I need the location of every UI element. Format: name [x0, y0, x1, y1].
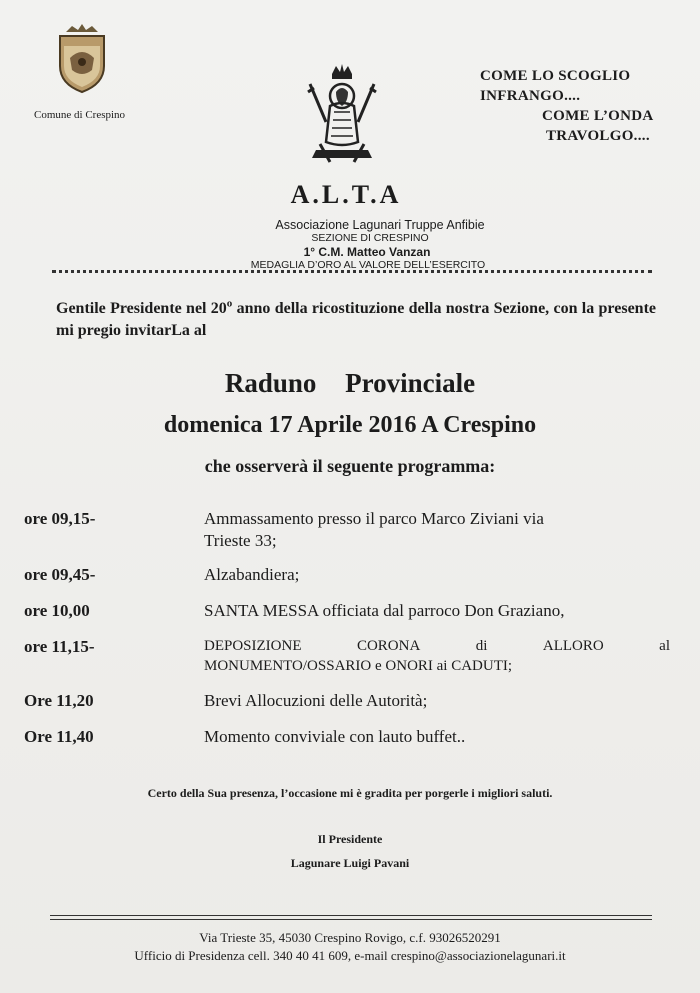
program-desc — [204, 508, 670, 552]
intro-text: anno della ricostituzione della nostra Sezione, con la presente mi pregio invitarLa al — [56, 300, 656, 339]
event-title: Raduno Provinciale — [224, 368, 476, 398]
program-desc-word: al — [659, 638, 670, 654]
program-item — [24, 636, 670, 676]
footer-rule — [50, 919, 652, 920]
program-time: ore 11,15- — [24, 637, 95, 656]
intro-superscript: o — [226, 297, 233, 310]
program-item — [24, 690, 670, 712]
program-intro: che osserverà il seguente programma: — [204, 456, 496, 476]
org-name: Associazione Lagunari Truppe Anfibie — [275, 218, 485, 232]
program-desc: Momento conviviale con lauto buffet.. — [204, 727, 466, 746]
program-item — [24, 600, 670, 622]
program-desc-line: MONUMENTO/OSSARIO e ONORI ai CADUTI; — [204, 658, 513, 674]
org-cm: 1° C.M. Matteo Vanzan — [303, 245, 431, 259]
program-desc-line: Ammassamento presso il parco Marco Ziviani via — [204, 509, 544, 528]
motto-line: TRAVOLGO.... — [546, 128, 650, 144]
program-item — [24, 508, 670, 552]
intro-paragraph — [56, 298, 656, 342]
program-desc-line — [204, 636, 670, 656]
program-item — [24, 726, 670, 748]
association-header — [200, 180, 530, 271]
closing-sentence: Certo della Sua presenza, l’occasione mi è gradita per porgerle i migliori saluti. — [147, 786, 553, 800]
program-desc-word: di — [475, 638, 488, 654]
footer-rule — [50, 915, 652, 916]
program-desc-word: DEPOSIZIONE — [204, 638, 302, 654]
signature-role: Il Presidente — [317, 832, 383, 846]
org-medal: MEDAGLIA D’ORO AL VALORE DELL’ESERCITO — [250, 259, 486, 271]
motto-line: COME L’ONDA — [542, 108, 654, 124]
program-time: Ore 11,40 — [24, 727, 94, 746]
program-list — [24, 508, 670, 748]
program-desc-word: ALLORO — [542, 638, 604, 654]
motto-line: COME LO SCOGLIO — [480, 68, 631, 84]
event-date: domenica 17 Aprile 2016 A Crespino — [163, 412, 537, 438]
lagunari-emblem-icon — [300, 62, 384, 172]
program-desc-word: CORONA — [356, 638, 421, 654]
program-desc: Brevi Allocuzioni delle Autorità; — [204, 691, 428, 710]
intro-text: Gentile Presidente nel 20 — [56, 300, 227, 317]
comune-crest-icon — [52, 22, 112, 94]
program-time: ore 10,00 — [24, 601, 90, 620]
program-desc: SANTA MESSA officiata dal parroco Don Graziano, — [204, 601, 565, 620]
signature-name: Lagunare Luigi Pavani — [290, 856, 410, 870]
program-time: Ore 11,20 — [24, 691, 94, 710]
org-section: SEZIONE DI CRESPINO — [311, 232, 429, 244]
program-desc — [204, 636, 670, 676]
program-desc-line: Trieste 33; — [204, 531, 277, 550]
footer-address: Via Trieste 35, 45030 Crespino Rovigo, c.f. 93026520291 — [199, 930, 501, 945]
footer-contact: Ufficio di Presidenza cell. 340 40 41 609, e-mail crespino@associazionelagunari.it — [134, 948, 566, 963]
org-title: A.L.T.A — [290, 180, 402, 209]
program-time: ore 09,15- — [24, 509, 96, 528]
comune-label: Comune di Crespino — [34, 109, 126, 121]
motto-line: INFRANGO.... — [480, 88, 581, 104]
dotted-divider — [52, 270, 652, 273]
program-item — [24, 564, 670, 586]
program-desc: Alzabandiera; — [204, 565, 300, 584]
motto — [480, 66, 680, 146]
program-time: ore 09,45- — [24, 565, 96, 584]
